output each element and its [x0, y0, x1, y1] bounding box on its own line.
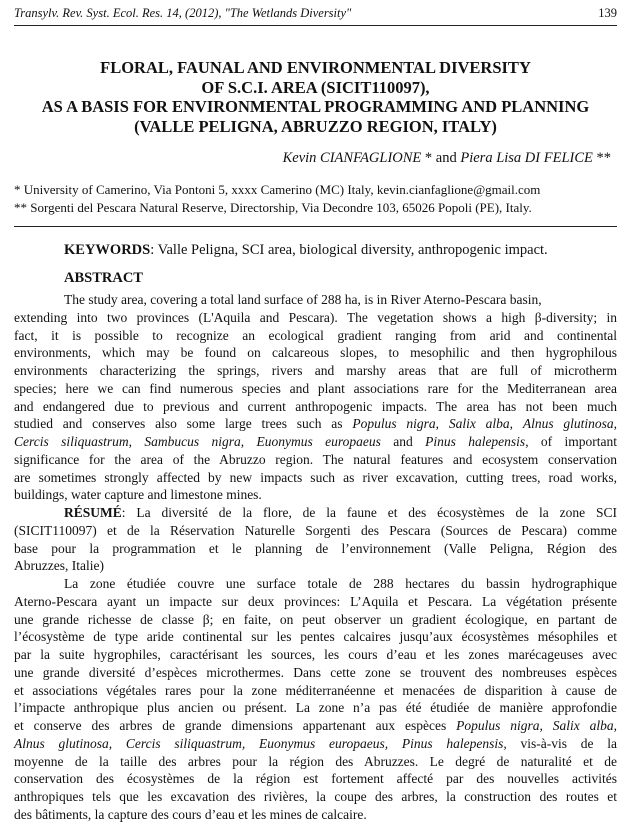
section-rule: [14, 226, 617, 227]
author-separator: * and: [421, 150, 461, 166]
species-name: Populus nigra: [352, 416, 436, 432]
text-line: are sometimes strongly affected by new impacts such as river excavation, cutting trees, road works,: [14, 469, 617, 485]
text-line: species; here we can find numerous species and plant associations rare for the Mediterranean area: [14, 380, 617, 396]
species-name: Pinus halepensis: [425, 434, 526, 449]
keywords: [64, 242, 548, 259]
text-line: une grande richesse de classe β; en faite, on peut observer un gradient écologique, en partant de: [14, 611, 617, 627]
title-line: OF S.C.I. AREA (SICIT110097),: [201, 77, 430, 97]
text-line: moyenne de la taille des arbres pour la région des Abruzzes. Le degré de naturalité et de: [14, 753, 617, 769]
title-line: FLORAL, FAUNAL AND ENVIRONMENTAL DIVERSITY: [100, 58, 531, 77]
text-line: The study area, covering a total land surface of 288 ha, is in River Aterno-Pescara basin,: [64, 292, 542, 307]
author-name: Piera Lisa DI FELICE: [460, 150, 593, 166]
text-line: Abruzzes, Italie): [14, 558, 104, 574]
page-number: 139: [598, 6, 617, 20]
header-rule: [14, 25, 617, 26]
title-line: (VALLE PELIGNA, ABRUZZO REGION, ITALY): [134, 116, 497, 136]
species-name: Euonymus europaeus: [256, 434, 381, 449]
text-line: Alnus glutinosa, Cercis siliquastrum, Euonymus europaeus, Pinus halepensis, vis-à-vis de la: [14, 735, 617, 751]
journal-citation: Transylv. Rev. Syst. Ecol. Res. 14, (2012), "The Wetlands Diversity": [14, 6, 352, 20]
resume-label: RÉSUMÉ: [64, 505, 122, 520]
text-line: par la suite hygrophiles, caractérisant les sources, les cours d’eau et les zones marécageuses avec: [14, 647, 617, 662]
resume-paragraph: [14, 504, 617, 575]
text-line: et conserve des arbres de grande dimensions appartenant aux espèces Populus nigra, Salix alba,: [14, 718, 617, 733]
species-name: Salix alba: [448, 416, 510, 432]
affiliation-line: ** Sorgenti del Pescara Natural Reserve, Directorship, Via Decondre 103, 65026 Popoli (PE), Italy.: [14, 200, 532, 215]
resume-body-paragraph: [14, 575, 617, 824]
text-line: RÉSUMÉ: La diversité de la flore, de la faune et des écosystèmes de la zone SCI: [64, 505, 617, 520]
text-line: l’impacte anthropique plus ancien ou présent. La zone n’a pas été étudiée de manière approfondie: [14, 700, 617, 716]
title-line: AS A BASIS FOR ENVIRONMENTAL PROGRAMMING AND PLANNING: [41, 97, 590, 117]
keywords-label: KEYWORDS: [64, 242, 151, 258]
species-name: Alnus glutinosa: [522, 416, 614, 432]
species-name: Sambucus nigra: [144, 434, 241, 449]
text-line: extending into two provinces (L'Aquila and Pescara). The vegetation shows a high β-diversity; in: [14, 309, 617, 325]
paper-title: [20, 58, 611, 136]
author-line: [283, 150, 611, 167]
text-line: environments characterizing the springs, rivers and marshy areas that are full of microtherm: [14, 363, 617, 378]
text-line: Cercis siliquastrum, Sambucus nigra, Euonymus europaeus and Pinus halepensis, of important: [14, 434, 618, 449]
affiliation-line: * University of Camerino, Via Pontoni 5, xxxx Camerino (MC) Italy, kevin.cianfaglione@gmail.com: [14, 182, 541, 197]
text-line: studied and conserves also some large trees such as Populus nigra, Salix alba, Alnus glutinosa,: [14, 416, 618, 432]
text-line: et associations végétales rares pour la zone méditerranéenne et menacées de disparition à cause de: [14, 682, 617, 698]
species-name: Populus nigra, Salix alba,: [456, 718, 617, 733]
text-line: une grande diversité d’espèces microthermes. Dans cette zone se trouvent des nombreuses espèces: [14, 664, 617, 680]
text-line: (SICIT110097) et de la Réservation Naturelle Sorgenti des Pescara (Sources de Pescara) comme: [14, 522, 617, 538]
text-line: Aterno-Pescara ayant un impacte sur deux provinces: L’Aquila et Pescara. La végétation présente: [14, 593, 617, 609]
text-line: environments, which may be found on calcareous slopes, to mesophilic and then hygrophilous: [14, 345, 617, 361]
keywords-text: : Valle Peligna, SCI area, biological diversity, anthropogenic impact.: [150, 242, 548, 258]
species-name: Cercis siliquastrum: [14, 434, 129, 449]
abstract-paragraph: [14, 291, 617, 504]
text-line: des bâtiments, la capture des cours d’eau et les mines de calcaire.: [14, 806, 367, 822]
species-name: Alnus glutinosa, Cercis siliquastrum, Euonymus europaeus, Pinus halepensis,: [14, 735, 507, 751]
text-line: l’écosystème de type aride continental sur les pentes calcaires jusqu’aux écosystèmes mésophiles et: [14, 629, 617, 645]
text-line: and endangered due to previous and current anthropogenic impacts. The area has not been much: [14, 398, 617, 414]
abstract-heading: ABSTRACT: [64, 270, 143, 286]
affiliations: [14, 181, 617, 217]
running-header: [14, 6, 617, 24]
author-mark: **: [592, 150, 611, 166]
text-line: conservation des écosystèmes de la région est fortement affecté par des nouvelles activités: [14, 771, 617, 787]
author-name: Kevin CIANFAGLIONE: [282, 150, 422, 166]
text-line: fact, it is possible to recognize an ecological gradient ranging from arid and continental: [14, 327, 617, 343]
text-line: anthropiques tels que les excavation des rivières, la coupe des arbres, la construction des routes et: [14, 789, 617, 804]
text-line: buildings, water capture and limestone mines.: [14, 487, 262, 503]
text-line: base pour la programmation et le planning de l’environnement (Valle Peligna, Région des: [14, 540, 617, 556]
text-line: significance for the area of the Abruzzo region. The natural features and ecosystem conservation: [14, 451, 617, 467]
text-line: La zone étudiée couvre une surface totale de 288 hectares du bassin hydrographique: [64, 576, 617, 591]
